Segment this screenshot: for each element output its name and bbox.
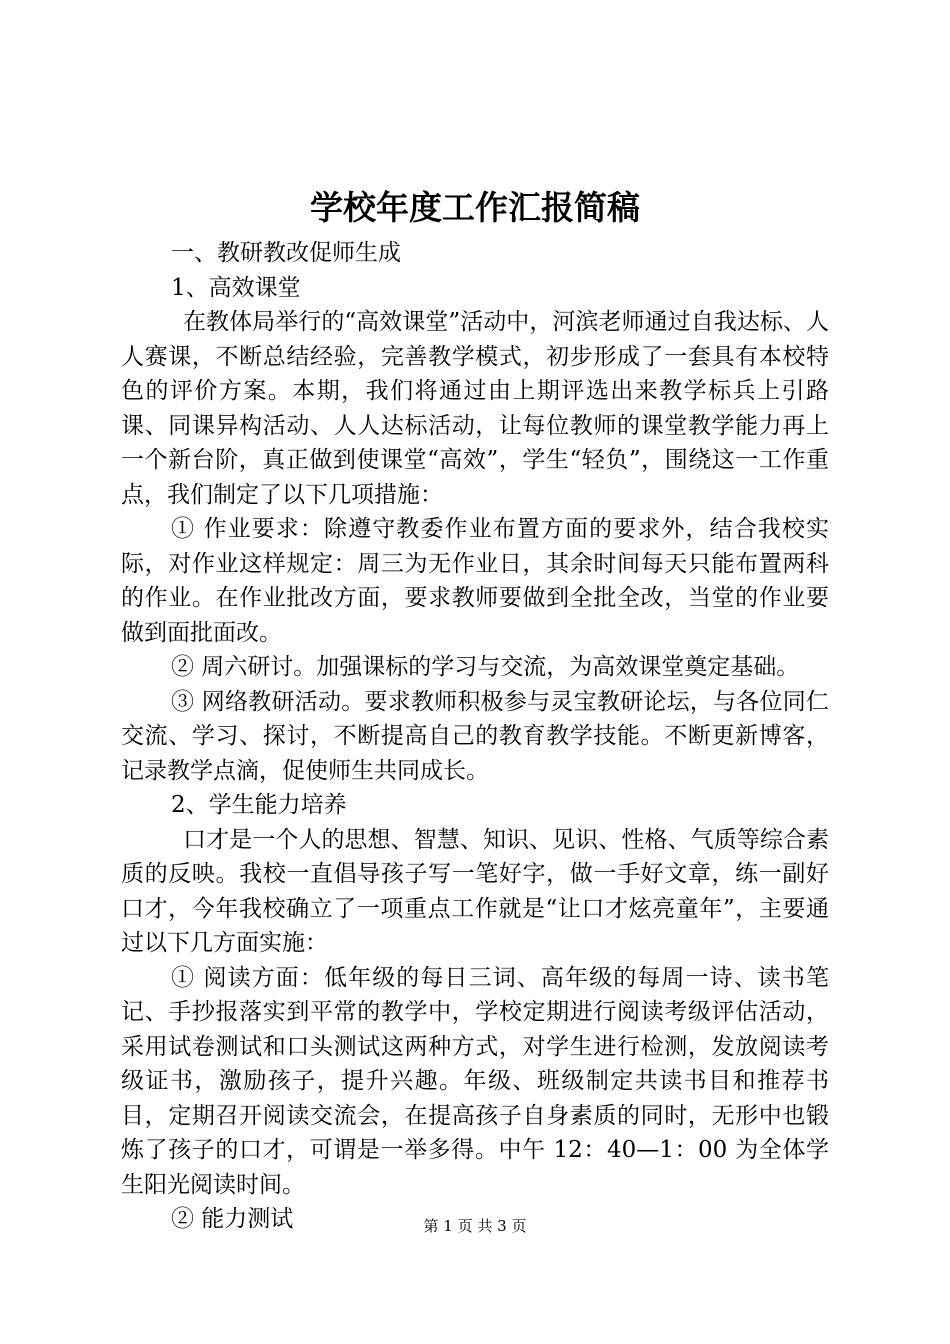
section-heading: 一、教研教改促师生成	[171, 240, 401, 266]
document-body	[121, 236, 829, 1237]
list-item: ① 阅读方面：低年级的每日三词、高年级的每周一诗、读书笔记、手抄报落实到平常的教学中，学校定期进行阅读考级评估活动，采用试卷测试和口头测试这两种方式，对学生进行检测，发放阅读考级证书，激励孩子，提升兴趣。年级、班级制定共读书目和推荐书目，定期召开阅读交流会，在提高孩子自身素质的同时，无形中也锻炼了孩子的口才，可谓是一举多得。中午 12：40—1：00 为全体学生阳光阅读时间。	[121, 964, 829, 1198]
list-item: ③ 网络教研活动。要求教师积极参与灵宝教研论坛，与各位同仁交流、学习、探讨，不断提高自己的教育教学技能。不断更新博客，记录教学点滴，促使师生共同成长。	[121, 688, 829, 784]
list-item: ② 能力测试	[171, 1206, 294, 1232]
subsection-heading: 1、高效课堂	[171, 274, 301, 301]
page-footer: 第 1 页 共 3 页	[423, 1217, 527, 1235]
body-paragraph: 口才是一个人的思想、智慧、知识、见识、性格、气质等综合素质的反映。我校一直倡导孩子写一笔好字，做一手好文章，练一副好口才，今年我校确立了一项重点工作就是“让口才炫亮童年”，主要通过以下几方面实施：	[121, 826, 829, 956]
document-title: 学校年度工作汇报简稿	[310, 188, 640, 227]
subsection-heading: 2、学生能力培养	[171, 792, 347, 818]
list-item: ① 作业要求：除遵守教委作业布置方面的要求外，结合我校实际，对作业这样规定：周三为无作业日，其余时间每天只能布置两科的作业。在作业批改方面，要求教师要做到全批全改，当堂的作业要做到面批面改。	[121, 516, 829, 646]
list-item: ② 周六研讨。加强课标的学习与交流，为高效课堂奠定基础。	[171, 654, 800, 680]
body-paragraph: 在教体局举行的“高效课堂”活动中，河滨老师通过自我达标、人人赛课，不断总结经验，完善教学模式，初步形成了一套具有本校特色的评价方案。本期，我们将通过由上期评选出来教学标兵上引路课、同课异构活动、人人达标活动，让每位教师的课堂教学能力再上一个新台阶，真正做到使课堂“高效”，学生“轻负”，围绕这一工作重点，我们制定了以下几项措施：	[121, 309, 829, 508]
